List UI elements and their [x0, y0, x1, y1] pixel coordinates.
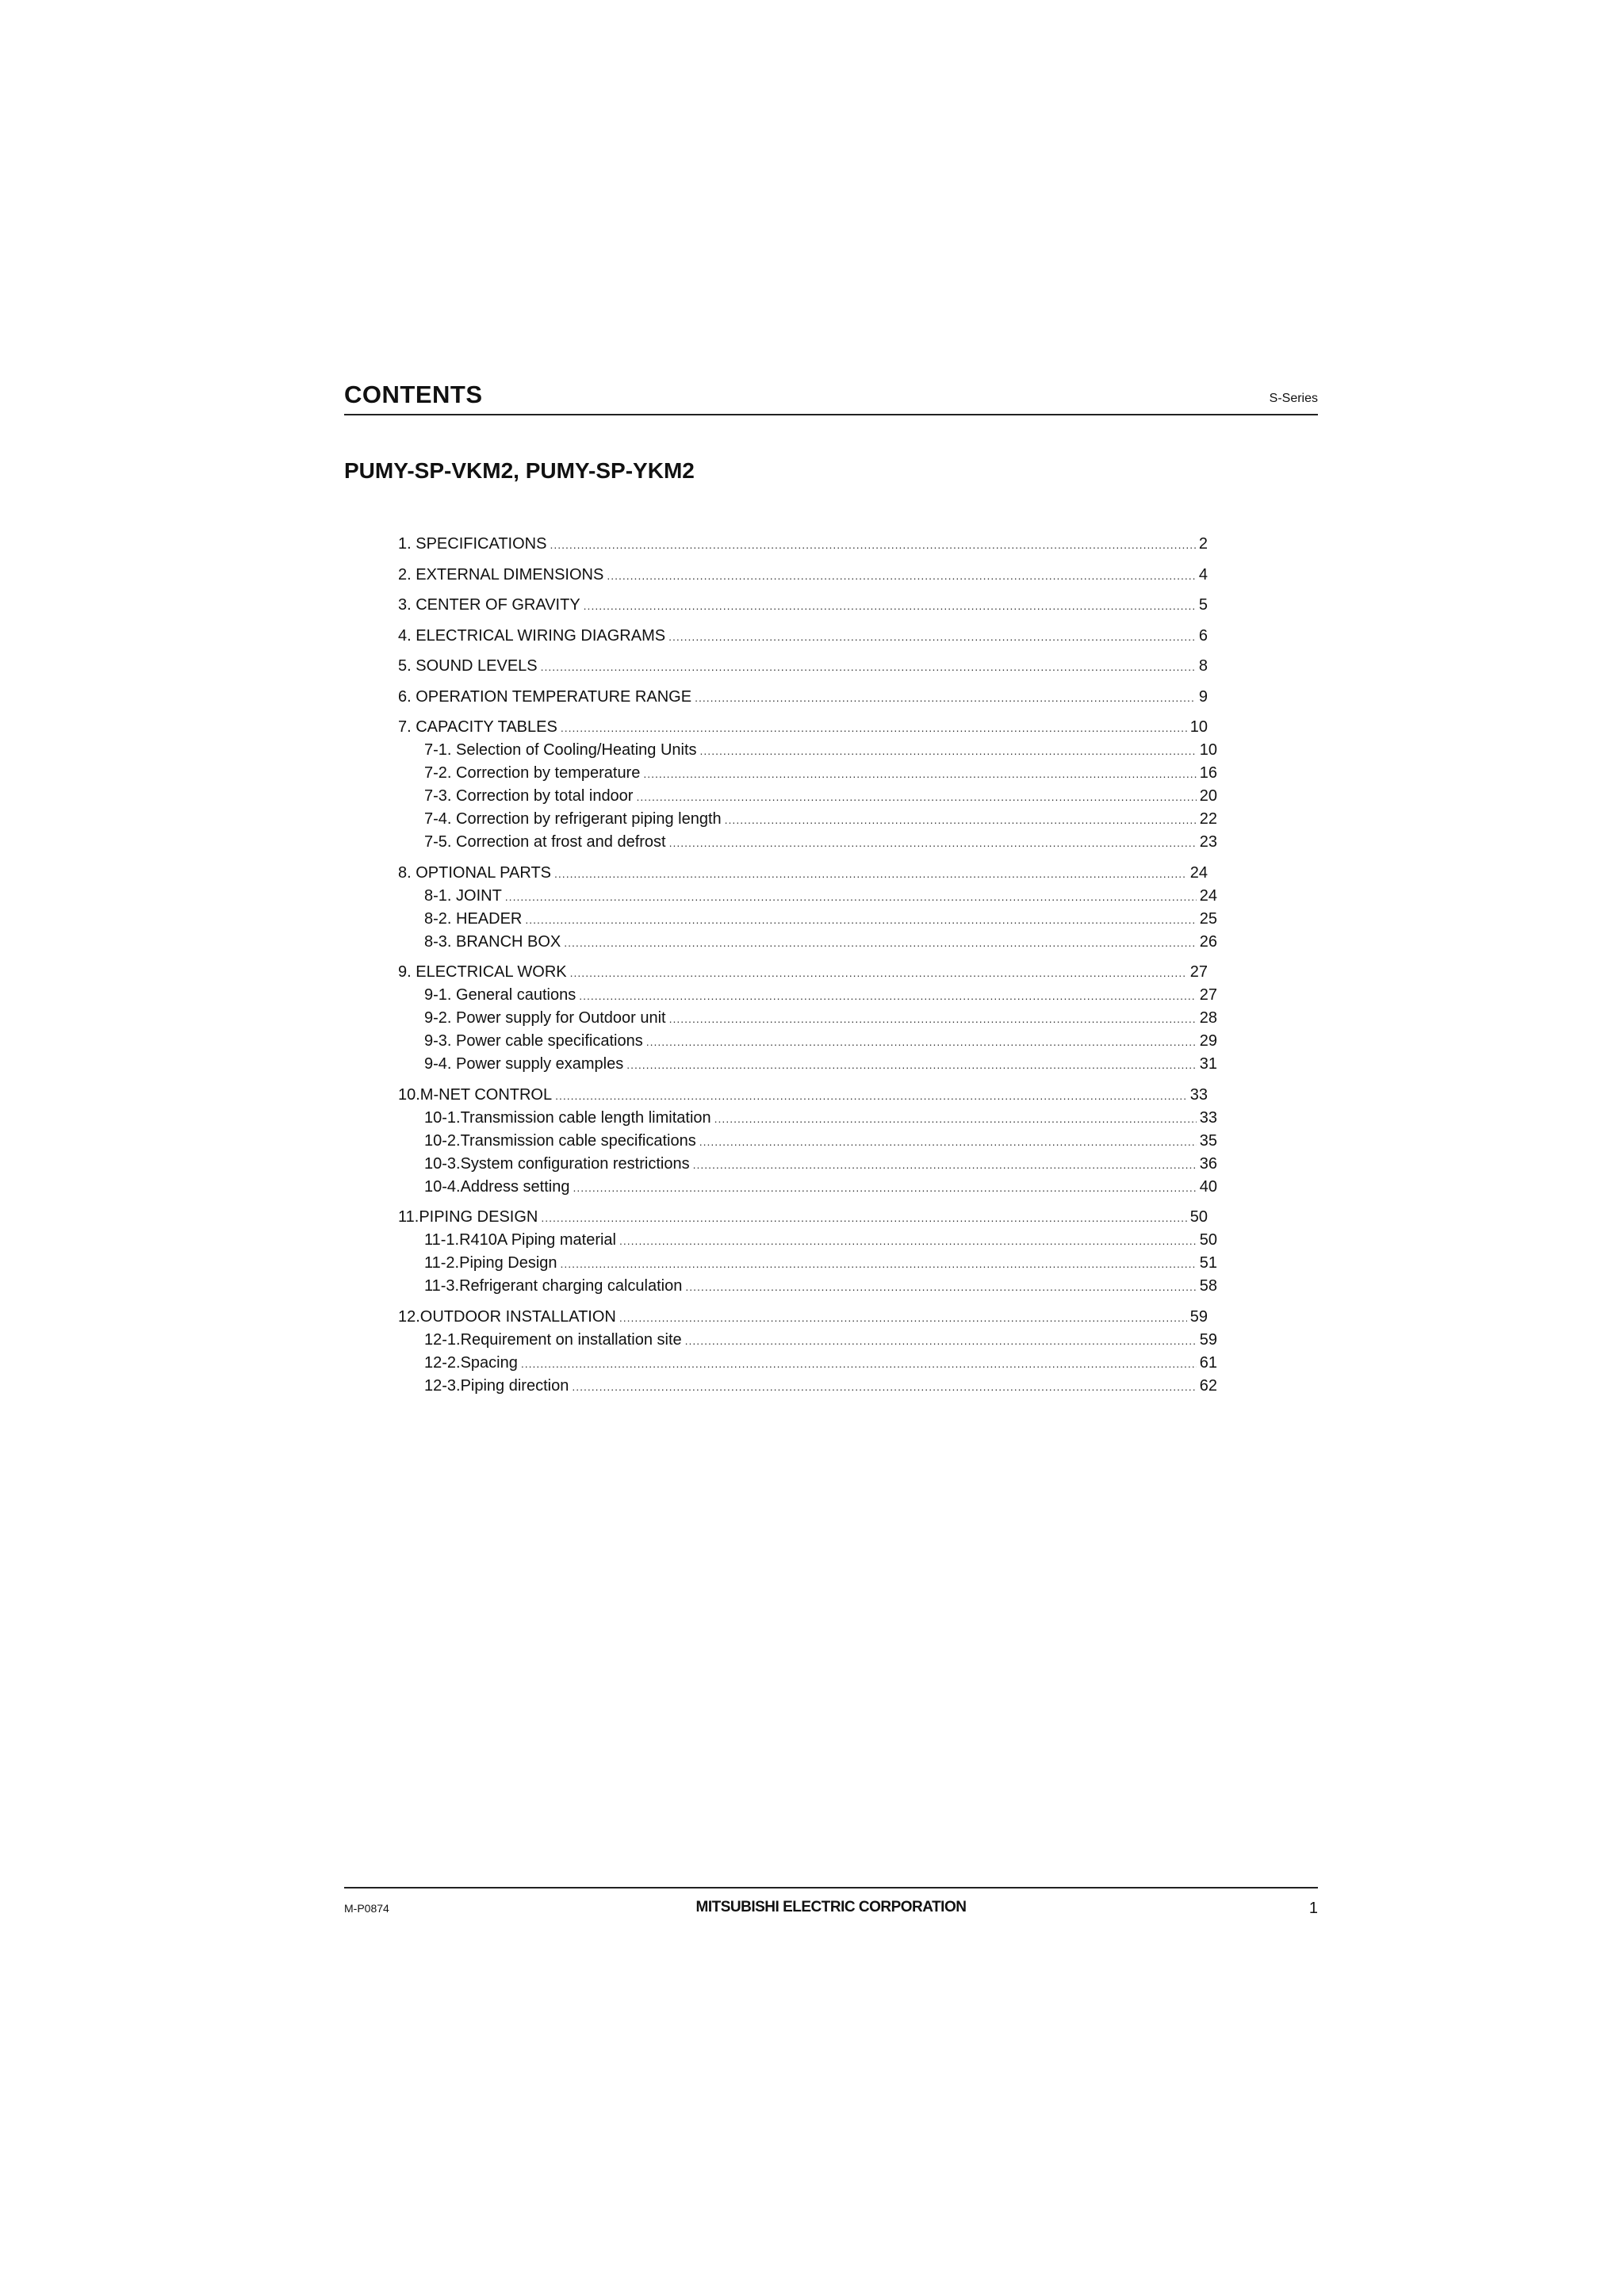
toc-section-entry[interactable]	[398, 594, 1217, 617]
toc-subsection-entry[interactable]	[398, 1229, 1217, 1252]
toc-subsection-entry[interactable]	[398, 1153, 1217, 1176]
toc-entry-label: 7-1. Selection of Cooling/Heating Units	[424, 741, 697, 759]
toc-subsection-entry[interactable]	[398, 739, 1217, 762]
toc-entry-page: 29	[1199, 1032, 1217, 1050]
toc-dot-leader	[693, 1154, 1197, 1177]
toc-dot-leader	[579, 985, 1197, 1008]
toc-entry-page: 50	[1199, 1231, 1217, 1249]
toc-entry-label: 9-3. Power cable specifications	[424, 1032, 643, 1050]
model-title: PUMY-SP-VKM2, PUMY-SP-YKM2	[344, 458, 695, 483]
toc-dot-leader	[643, 763, 1196, 786]
toc-section-entry[interactable]	[398, 564, 1217, 587]
toc-subsection-entry[interactable]	[398, 808, 1217, 831]
toc-entry-label: 6. OPERATION TEMPERATURE RANGE	[398, 687, 692, 706]
toc-entry-page: 31	[1199, 1055, 1217, 1073]
toc-entry-label: 8. OPTIONAL PARTS	[398, 863, 552, 882]
toc-dot-leader	[685, 1330, 1197, 1353]
toc-dot-leader	[525, 909, 1196, 932]
toc-entry-label: 8-3. BRANCH BOX	[424, 932, 561, 951]
page-title: CONTENTS	[344, 381, 483, 408]
document-code: M-P0874	[344, 1902, 389, 1915]
toc-entry-label: 9. ELECTRICAL WORK	[398, 963, 567, 981]
toc-subsection-entry[interactable]	[398, 785, 1217, 808]
toc-entry-page: 9	[1198, 687, 1208, 706]
toc-section-entry[interactable]	[398, 533, 1217, 556]
toc-section-entry[interactable]	[398, 655, 1217, 678]
toc-entry-page: 10	[1189, 718, 1208, 736]
toc-entry-label: 10-1.Transmission cable length limitation	[424, 1108, 711, 1127]
toc-subsection-entry[interactable]	[398, 908, 1217, 931]
toc-subsection-entry[interactable]	[398, 885, 1217, 908]
toc-dot-leader	[619, 1230, 1197, 1253]
toc-subsection-entry[interactable]	[398, 831, 1217, 854]
toc-entry-label: 1. SPECIFICATIONS	[398, 535, 547, 553]
toc-entry-label: 2. EXTERNAL DIMENSIONS	[398, 565, 604, 584]
toc-entry-label: 9-2. Power supply for Outdoor unit	[424, 1009, 666, 1027]
toc-entry-page: 51	[1199, 1254, 1217, 1272]
toc-entry-page: 22	[1199, 810, 1217, 828]
page-number: 1	[1308, 1900, 1318, 1917]
toc-dot-leader	[573, 1177, 1196, 1200]
toc-entry-label: 5. SOUND LEVELS	[398, 657, 538, 675]
toc-entry-page: 33	[1189, 1085, 1208, 1104]
toc-entry-page: 2	[1198, 535, 1208, 553]
toc-entry-label: 10-2.Transmission cable specifications	[424, 1131, 696, 1150]
toc-entry-label: 12.OUTDOOR INSTALLATION	[398, 1307, 616, 1326]
toc-entry-label: 11-1.R410A Piping material	[424, 1231, 616, 1249]
toc-subsection-entry[interactable]	[398, 1352, 1217, 1375]
toc-entry-page: 33	[1199, 1108, 1217, 1127]
toc-dot-leader	[714, 1108, 1197, 1131]
toc-entry-page: 58	[1199, 1277, 1217, 1295]
toc-entry-page: 6	[1198, 626, 1208, 645]
toc-section-entry[interactable]	[398, 716, 1217, 739]
series-label: S-Series	[1269, 392, 1318, 405]
toc-section-entry[interactable]	[398, 625, 1217, 648]
page-header	[344, 381, 1318, 415]
toc-dot-leader	[561, 717, 1187, 740]
toc-subsection-entry[interactable]	[398, 931, 1217, 954]
toc-dot-leader	[561, 1253, 1197, 1276]
toc-subsection-entry[interactable]	[398, 1176, 1217, 1199]
toc-entry-label: 7. CAPACITY TABLES	[398, 718, 557, 736]
toc-dot-leader	[570, 962, 1187, 985]
toc-entry-page: 10	[1199, 741, 1217, 759]
toc-entry-label: 11.PIPING DESIGN	[398, 1208, 538, 1226]
toc-entry-label: 9-1. General cautions	[424, 986, 576, 1004]
toc-dot-leader	[700, 740, 1197, 763]
toc-entry-page: 24	[1189, 863, 1208, 882]
toc-subsection-entry[interactable]	[398, 1275, 1217, 1298]
toc-dot-leader	[550, 534, 1195, 557]
toc-entry-label: 7-2. Correction by temperature	[424, 764, 641, 782]
toc-entry-label: 10-4.Address setting	[424, 1177, 570, 1196]
toc-dot-leader	[695, 687, 1196, 710]
toc-subsection-entry[interactable]	[398, 1329, 1217, 1352]
toc-subsection-entry[interactable]	[398, 1007, 1217, 1030]
toc-section-entry[interactable]	[398, 862, 1217, 885]
toc-section-entry[interactable]	[398, 686, 1217, 709]
toc-dot-leader	[636, 786, 1196, 809]
toc-entry-page: 28	[1199, 1009, 1217, 1027]
toc-entry-label: 11-3.Refrigerant charging calculation	[424, 1277, 683, 1295]
toc-dot-leader	[685, 1276, 1196, 1299]
toc-section-entry[interactable]	[398, 1206, 1217, 1229]
toc-entry-label: 12-1.Requirement on installation site	[424, 1330, 682, 1349]
toc-dot-leader	[699, 1131, 1197, 1154]
toc-entry-page: 61	[1199, 1353, 1217, 1372]
toc-section-entry[interactable]	[398, 961, 1217, 984]
toc-entry-label: 12-2.Spacing	[424, 1353, 518, 1372]
toc-entry-label: 10-3.System configuration restrictions	[424, 1154, 690, 1173]
toc-entry-page: 26	[1199, 932, 1217, 951]
toc-dot-leader	[725, 809, 1197, 832]
toc-subsection-entry[interactable]	[398, 1053, 1217, 1076]
toc-entry-label: 4. ELECTRICAL WIRING DIAGRAMS	[398, 626, 666, 645]
toc-subsection-entry[interactable]	[398, 762, 1217, 785]
toc-dot-leader	[555, 1085, 1187, 1108]
toc-entry-label: 8-2. HEADER	[424, 909, 523, 928]
toc-dot-leader	[669, 1008, 1197, 1031]
toc-entry-label: 9-4. Power supply examples	[424, 1055, 624, 1073]
toc-dot-leader	[669, 832, 1197, 855]
toc-subsection-entry[interactable]	[398, 1375, 1217, 1398]
toc-entry-page: 50	[1189, 1208, 1208, 1226]
toc-entry-label: 8-1. JOINT	[424, 886, 502, 905]
toc-entry-page: 62	[1199, 1376, 1217, 1395]
toc-dot-leader	[584, 595, 1196, 618]
toc-section-entry[interactable]	[398, 1306, 1217, 1329]
toc-entry-label: 3. CENTER OF GRAVITY	[398, 596, 580, 614]
toc-entry-page: 20	[1199, 787, 1217, 805]
toc-subsection-entry[interactable]	[398, 1252, 1217, 1275]
toc-dot-leader	[554, 863, 1187, 886]
toc-entry-label: 12-3.Piping direction	[424, 1376, 569, 1395]
toc-dot-leader	[626, 1054, 1197, 1077]
toc-entry-page: 27	[1189, 963, 1208, 981]
toc-dot-leader	[619, 1307, 1187, 1330]
toc-dot-leader	[541, 656, 1196, 679]
toc-entry-label: 10.M-NET CONTROL	[398, 1085, 553, 1104]
toc-entry-page: 27	[1199, 986, 1217, 1004]
toc-dot-leader	[521, 1353, 1197, 1376]
toc-subsection-entry[interactable]	[398, 1130, 1217, 1153]
toc-entry-label: 11-2.Piping Design	[424, 1254, 557, 1272]
toc-entry-page: 36	[1199, 1154, 1217, 1173]
toc-dot-leader	[668, 626, 1196, 649]
toc-entry-label: 7-4. Correction by refrigerant piping length	[424, 810, 722, 828]
toc-entry-page: 23	[1199, 833, 1217, 851]
toc-entry-label: 7-3. Correction by total indoor	[424, 787, 634, 805]
toc-entry-page: 24	[1199, 886, 1217, 905]
company-name: MITSUBISHI ELECTRIC CORPORATION	[695, 1899, 967, 1915]
toc-dot-leader	[564, 932, 1196, 955]
toc-entry-page: 5	[1198, 596, 1208, 614]
toc-entry-page: 59	[1199, 1330, 1217, 1349]
toc-subsection-entry[interactable]	[398, 984, 1217, 1007]
toc-entry-page: 8	[1198, 657, 1208, 675]
toc-entry-page: 25	[1199, 909, 1217, 928]
toc-entry-page: 59	[1189, 1307, 1208, 1326]
toc-entry-page: 16	[1199, 764, 1217, 782]
toc-subsection-entry[interactable]	[398, 1030, 1217, 1053]
toc-dot-leader	[607, 564, 1196, 587]
toc-dot-leader	[541, 1207, 1186, 1230]
page-footer	[344, 1887, 1318, 1928]
toc-subsection-entry[interactable]	[398, 1107, 1217, 1130]
toc-entry-page: 40	[1199, 1177, 1217, 1196]
toc-dot-leader	[572, 1376, 1196, 1399]
toc-dot-leader	[646, 1031, 1197, 1054]
toc-dot-leader	[505, 886, 1197, 909]
toc-section-entry[interactable]	[398, 1084, 1217, 1107]
toc-entry-page: 35	[1199, 1131, 1217, 1150]
table-of-contents	[398, 533, 1217, 1398]
toc-entry-page: 4	[1198, 565, 1208, 584]
toc-entry-label: 7-5. Correction at frost and defrost	[424, 833, 666, 851]
